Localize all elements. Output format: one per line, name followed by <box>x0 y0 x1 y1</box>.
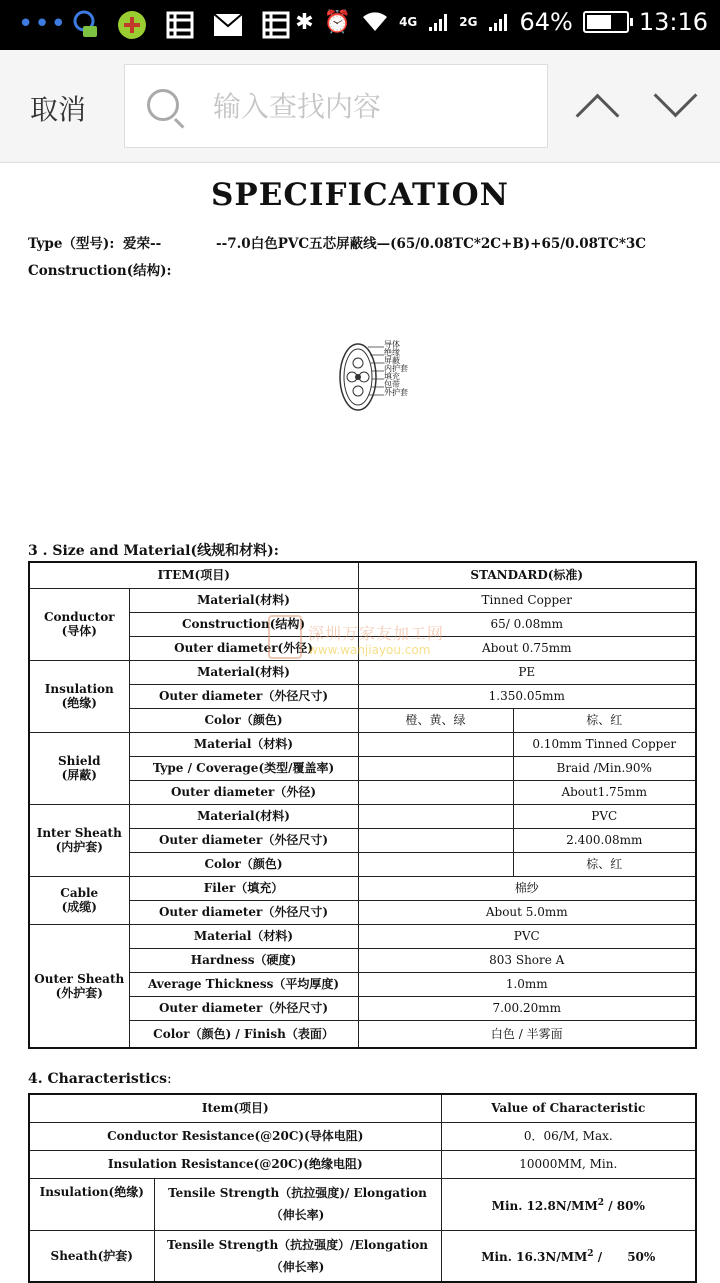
app-plus-icon <box>116 10 148 40</box>
diagram-label-filler: 填充 <box>384 372 400 381</box>
type-line <box>28 232 647 252</box>
diagram-label-conductor: 导体 <box>384 340 400 349</box>
table-cell: 棕、红 <box>513 708 696 732</box>
cable-cross-section-diagram <box>338 341 428 413</box>
table-cell: 白色 / 半雾面 <box>358 1020 696 1048</box>
table-cell: Construction(结构) <box>129 612 358 636</box>
table-cell: Insulation Resistance(@20C)(绝缘电阻) <box>29 1150 441 1178</box>
header-standard: STANDARD(标准) <box>358 562 696 588</box>
table-cell: Min. $16.3N/MM^2$ / 50% <box>441 1230 696 1282</box>
status-bar <box>0 0 720 50</box>
table-cell: Insulation(绝缘) <box>29 1178 154 1230</box>
table-cell: Tensile Strength（抗拉强度)/ Elongation（伸长率) <box>154 1178 441 1230</box>
table-cell <box>358 828 513 852</box>
group-shield: Shield (屏蔽) <box>29 732 129 804</box>
table-cell: Outer diameter(外径) <box>129 636 358 660</box>
find-in-page-bar <box>0 50 720 163</box>
type-value: --7.0白色PVC五芯屏蔽线—(65/0.08TC*2C+B)+65/0.08TC*3C <box>216 236 647 252</box>
previous-match-icon[interactable] <box>576 94 620 138</box>
table-cell: Material(材料) <box>129 804 358 828</box>
group-insulation: Insulation (绝缘) <box>29 660 129 732</box>
clock: 13:16 <box>638 8 708 36</box>
table-cell: 0.10mm Tinned Copper <box>513 732 696 756</box>
film-icon <box>164 10 196 40</box>
table-cell: About 0.75mm <box>358 636 696 660</box>
table-cell: Outer diameter（外径尺寸) <box>129 828 358 852</box>
type-label: Type（型号): <box>28 236 115 252</box>
table-cell: Color（颜色) <box>129 852 358 876</box>
table-cell: Color（颜色) / Finish（表面） <box>129 1020 358 1048</box>
table-cell: Tinned Copper <box>358 588 696 612</box>
table-cell: 65/ 0.08mm <box>358 612 696 636</box>
cancel-button[interactable]: 取消 <box>30 93 87 126</box>
header-value: Value of Characteristic <box>441 1094 696 1122</box>
diagram-label-inner-sheath: 内护套 <box>384 364 408 373</box>
film-icon-2 <box>260 10 292 40</box>
table-cell: Outer diameter（外径) <box>129 780 358 804</box>
table-cell <box>358 780 513 804</box>
table-cell: Min. $12.8N/MM^2 / 80\%$ <box>441 1178 696 1230</box>
table-cell: Outer diameter（外径尺寸) <box>129 996 358 1020</box>
search-icon <box>147 89 179 121</box>
table-cell <box>358 804 513 828</box>
diagram-label-insulation: 绝缘 <box>384 348 400 357</box>
table-cell: Color（颜色) <box>129 708 358 732</box>
battery-icon <box>583 11 629 33</box>
type-brand: 爱荣-- <box>123 236 162 252</box>
table-cell: About 5.0mm <box>358 900 696 924</box>
table-cell: 10000MM, Min. <box>441 1150 696 1178</box>
table-cell: 0．06/M, Max. <box>441 1122 696 1150</box>
header-item: ITEM(项目) <box>29 562 358 588</box>
table-cell: 803 Shore A <box>358 948 696 972</box>
table-cell: Material(材料) <box>129 588 358 612</box>
group-inter-sheath: Inter Sheath (内护套) <box>29 804 129 876</box>
table-cell: Conductor Resistance(@20C)(导体电阻) <box>29 1122 441 1150</box>
table-cell: Material（材料) <box>129 732 358 756</box>
table-cell: PVC <box>513 804 696 828</box>
table-cell: Outer diameter（外径尺寸) <box>129 684 358 708</box>
characteristics-table <box>28 1093 697 1283</box>
table-cell: Tensile Strength（抗拉强度）/Elongation （伸长率) <box>154 1230 441 1282</box>
network-label-4g: 4G <box>399 15 418 29</box>
table-cell: 棉纱 <box>358 876 696 900</box>
battery-percent: 64% <box>519 8 573 36</box>
more-dots-icon: ••• <box>18 9 68 39</box>
signal-icon <box>427 11 449 33</box>
group-outer-sheath: Outer Sheath (外护套) <box>29 924 129 1048</box>
table-cell: PVC <box>358 924 696 948</box>
table-cell: 7.00.20mm <box>358 996 696 1020</box>
table-cell <box>358 732 513 756</box>
doc-title: SPECIFICATION <box>211 177 509 213</box>
diagram-label-tape: 包带 <box>384 380 400 389</box>
table-cell: Sheath(护套) <box>29 1230 154 1282</box>
table-cell: Average Thickness（平均厚度) <box>129 972 358 996</box>
search-box[interactable] <box>124 64 548 148</box>
watermark-text: 深圳万家友加工网 <box>308 624 445 643</box>
size-material-table <box>28 561 697 1049</box>
table-cell <box>358 852 513 876</box>
diagram-label-outer-sheath: 外护套 <box>384 388 408 397</box>
table-cell: 橙、黄、绿 <box>358 708 513 732</box>
diagram-label-shield: 屏蔽 <box>384 356 400 365</box>
mail-icon <box>212 10 244 40</box>
network-label-2g: 2G <box>459 15 478 29</box>
search-input[interactable] <box>211 85 535 127</box>
table-cell: PE <box>358 660 696 684</box>
table-cell: 2.400.08mm <box>513 828 696 852</box>
next-match-icon[interactable] <box>654 74 698 118</box>
table-cell: Material(材料) <box>129 660 358 684</box>
table-cell: 棕、红 <box>513 852 696 876</box>
alarm-icon: ⏰ <box>323 9 352 35</box>
section3-title: 3 . Size and Material(线规和材料): <box>28 543 279 559</box>
table-cell: About1.75mm <box>513 780 696 804</box>
table-cell: 1.0mm <box>358 972 696 996</box>
table-cell: Braid /Min.90% <box>513 756 696 780</box>
bluetooth-icon: ✱ <box>295 9 314 35</box>
wifi-icon <box>361 11 389 33</box>
header-item: Item(项目) <box>29 1094 441 1122</box>
signal-icon-2 <box>487 11 509 33</box>
table-cell: Type / Coverage(类型/覆盖率) <box>129 756 358 780</box>
chat-notification-icon <box>70 10 100 40</box>
table-cell: Material（材料) <box>129 924 358 948</box>
watermark-url: www.wanjiayou.com <box>308 643 431 657</box>
status-right <box>295 8 708 36</box>
table-cell: Outer diameter（外径尺寸) <box>129 900 358 924</box>
construction-label: Construction(结构): <box>28 263 172 279</box>
table-cell: Hardness（硬度) <box>129 948 358 972</box>
table-cell: Filer（填充） <box>129 876 358 900</box>
section4-title: 4. Characteristics: <box>28 1071 172 1087</box>
table-cell <box>358 756 513 780</box>
document-page <box>0 163 720 1280</box>
table-cell: 1.350.05mm <box>358 684 696 708</box>
group-cable: Cable (成缆) <box>29 876 129 924</box>
group-conductor: Conductor (导体) <box>29 588 129 660</box>
